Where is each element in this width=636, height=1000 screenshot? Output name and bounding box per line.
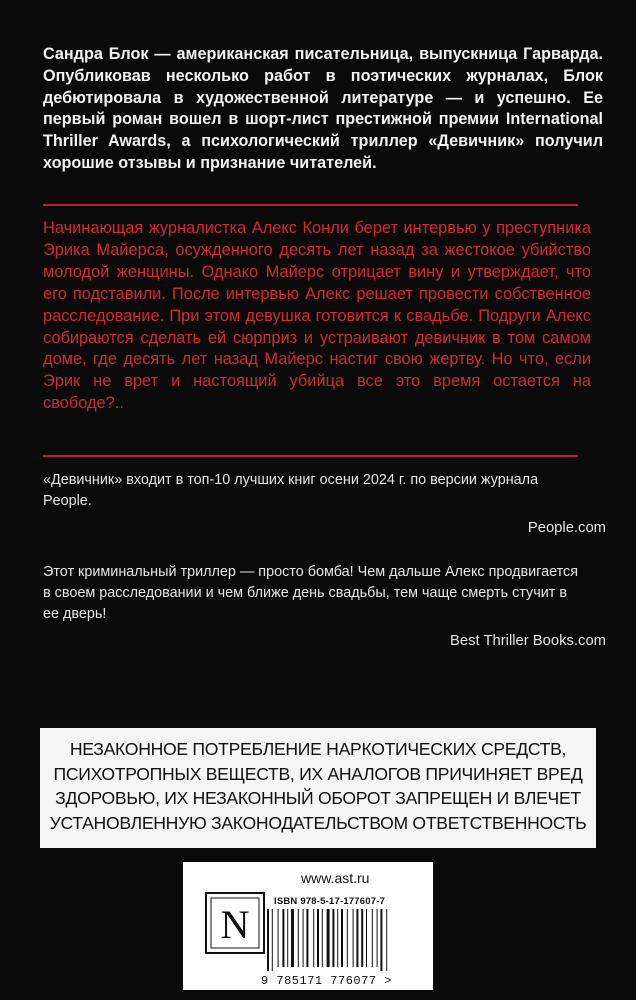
divider-top — [43, 204, 578, 206]
legal-warning-box — [40, 728, 596, 848]
divider-bottom — [43, 455, 578, 457]
warning-line: УСТАНОВЛЕННУЮ ЗАКОНОДАТЕЛЬСТВОМ ОТВЕТСТВЕННОСТЬ — [49, 812, 587, 833]
warning-line: НЕЗАКОННОЕ ПОТРЕБЛЕНИЕ НАРКОТИЧЕСКИХ СРЕДСТВ, — [69, 739, 567, 759]
isbn-number: ISBN 978-5-17-177607-7 — [274, 896, 386, 907]
logo-letter: N — [220, 902, 250, 947]
review-quote: Этот криминальный триллер — просто бомба! Чем дальше Алекс продвигается в своем расследовании и чем ближе день свадьбы, тем чаще смерть стучит в ее дверь! — [43, 564, 579, 622]
book-synopsis: Начинающая журналистка Алекс Конли берет интервью у преступника Эрика Майерса, осужденного десять лет назад за жестокое убийство молодой женщины. Однако Майерс отрицает вину и утверждает, что его подставили. После интервью Алекс решает провести собственное расследование. При этом девушка готовится к свадьбе. Подруги Алекс собираются сделать ей сюрприз и устраивают девичник в том самом доме, где десять лет назад Майерс настиг свою жертву. Но что, если Эрик не врет и настоящий убийца все это время остается на свободе?.. — [43, 219, 591, 413]
publisher-logo-icon — [205, 892, 265, 954]
review-source: People.com — [527, 520, 606, 536]
warning-line: ЗДОРОВЬЮ, ИХ НЕЗАКОННЫЙ ОБОРОТ ЗАПРЕЩЕН И ВЛЕЧЕТ — [55, 788, 581, 808]
barcode-digits: 9 785171 776077 > — [261, 974, 392, 988]
warning-line: ПСИХОТРОПНЫХ ВЕЩЕСТВ, ИХ АНАЛОГОВ ПРИЧИНЯЕТ ВРЕД — [53, 763, 583, 784]
barcode-panel — [183, 862, 433, 990]
author-bio: Сандра Блок — американская писательница, выпускница Гарварда. Опубликовав несколько работ в поэтических журналах, Блок дебютировала в художественной литературе — и успешно. Ее первый роман вошел в шорт-лист престижной премии International Thriller Awards, а психологический триллер «Девичник» получил хорошие отзывы и признание читателей. — [43, 45, 603, 172]
barcode-bars — [267, 909, 417, 971]
publisher-website: www.ast.ru — [301, 870, 370, 886]
review-source: Best Thriller Books.com — [450, 633, 606, 649]
review-quote: «Девичник» входит в топ-10 лучших книг осени 2024 г. по версии журнала People. — [43, 472, 539, 509]
